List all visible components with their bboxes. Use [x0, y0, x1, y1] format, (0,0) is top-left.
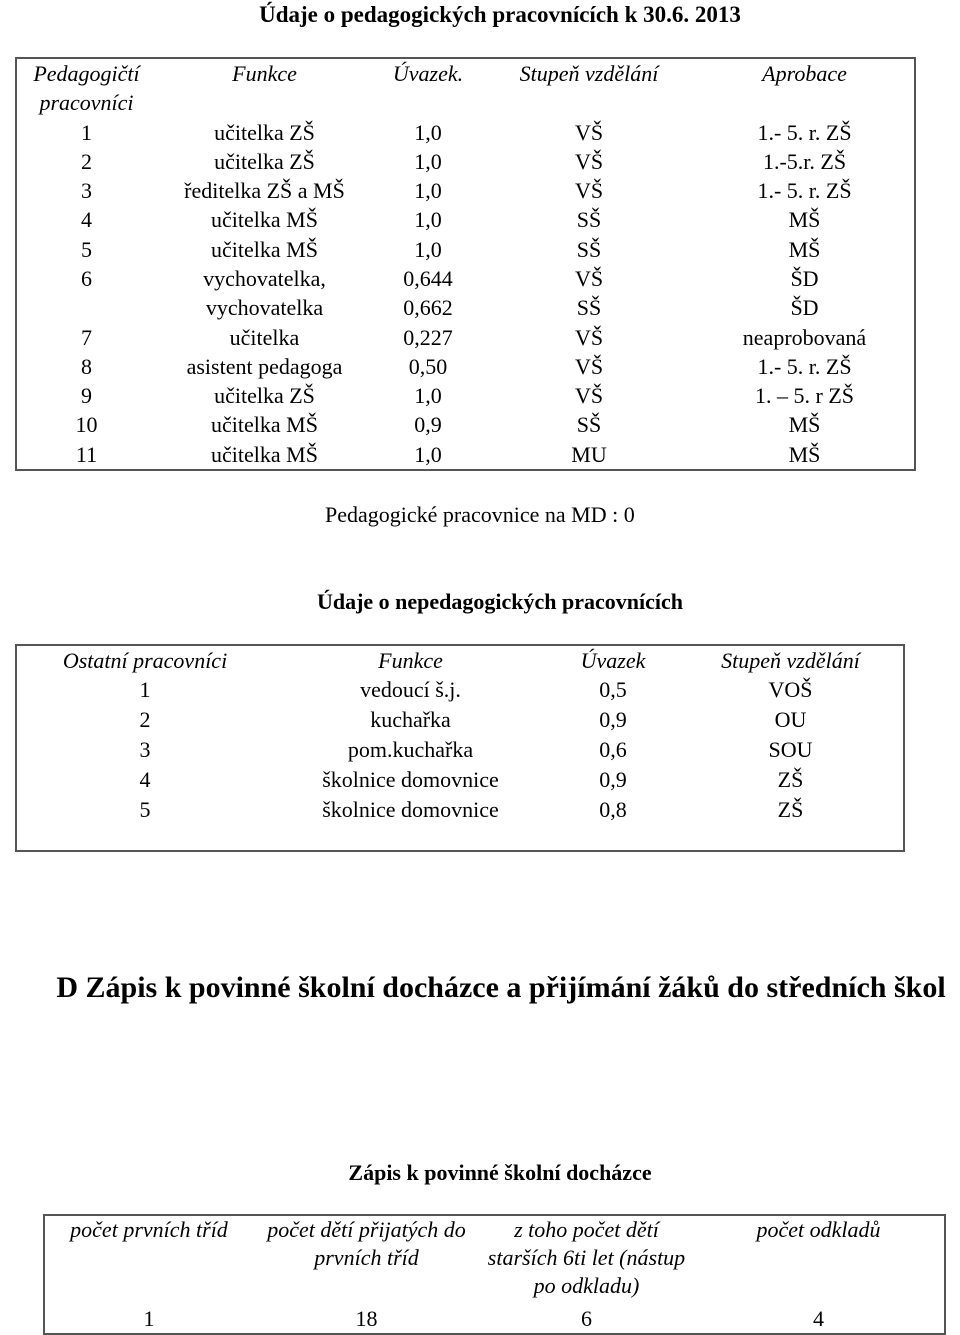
col-header-workload: Úvazek	[580, 648, 646, 673]
table-row	[16, 795, 904, 825]
table-header-row	[44, 1215, 945, 1305]
table-cell: ZŠ	[777, 767, 804, 792]
table-cell: MŠ	[788, 441, 821, 467]
table-cell: 9	[81, 383, 92, 409]
table-cell: MŠ	[788, 207, 821, 233]
table-cell: učitelka MŠ	[211, 236, 318, 262]
table-cell: učitelka ZŠ	[214, 383, 315, 409]
table-cell: 1,0	[414, 119, 442, 145]
col-header-education: Stupeň vzdělání	[721, 648, 860, 673]
table-cell: SŠ	[576, 207, 602, 233]
table-cell: 3	[81, 178, 92, 204]
table-cell: 1.- 5. r. ZŠ	[757, 178, 852, 204]
table-row	[16, 381, 915, 410]
table-cell: VŠ	[574, 178, 604, 204]
table-cell: 1.-5.r. ZŠ	[762, 148, 847, 174]
enrolment-title: Zápis k povinné školní docházce	[348, 1160, 652, 1185]
table-row	[16, 440, 915, 470]
table-row	[44, 1305, 945, 1334]
table-cell: 0,50	[408, 353, 448, 379]
table-row	[16, 176, 915, 205]
table-cell: 1	[143, 1306, 155, 1331]
table-cell: 0,9	[414, 412, 442, 438]
table-cell: vychovatelka	[205, 295, 324, 321]
table-cell	[16, 825, 904, 851]
table-cell: 0,227	[403, 324, 453, 350]
table-row	[16, 293, 915, 322]
table-cell: 0,8	[599, 797, 627, 822]
table-cell: SŠ	[576, 295, 602, 321]
table-cell: 4	[81, 207, 92, 233]
table-row	[16, 264, 915, 293]
table-cell: 2	[81, 148, 92, 174]
section-d-title: D Zápis k povinné školní docházce a přijímání žáků do středních škol	[56, 971, 946, 1004]
table-cell: VŠ	[574, 265, 604, 291]
col-header-qualification: Aprobace	[762, 61, 847, 86]
table-cell: ZŠ	[777, 797, 804, 822]
table-cell: 18	[355, 1306, 378, 1331]
table-cell: ředitelka ZŠ a MŠ	[184, 178, 345, 204]
table-cell	[16, 293, 156, 322]
table-cell: vedoucí š.j.	[360, 677, 461, 702]
table-cell: učitelka	[229, 324, 300, 350]
table-row	[16, 675, 904, 705]
table-cell: 5	[139, 797, 151, 822]
table-cell: 1,0	[414, 207, 442, 233]
table-row	[16, 323, 915, 352]
table-cell: 0,9	[599, 767, 627, 792]
table-cell: 1	[139, 677, 151, 702]
table-row	[16, 765, 904, 795]
table-row	[16, 705, 904, 735]
table-cell: 5	[81, 236, 92, 262]
table-cell: kuchařka	[370, 707, 451, 732]
col-header-older-children: z toho počet dětí starších 6ti let (nástup po odkladu)	[487, 1217, 686, 1298]
table-cell: 1,0	[414, 148, 442, 174]
table-cell: MŠ	[788, 412, 821, 438]
table-cell: ŠD	[790, 265, 819, 291]
table-row	[16, 147, 915, 176]
col-header-education: Stupeň vzdělání	[519, 61, 659, 86]
staff-title: Údaje o pedagogických pracovnících k 30.6. 2013	[259, 2, 741, 27]
table-row	[16, 735, 904, 765]
table-cell: neaprobovaná	[742, 324, 867, 350]
table-header-row	[16, 645, 904, 675]
col-header-workload: Úvazek.	[392, 61, 464, 86]
table-row	[16, 352, 915, 381]
table-cell: 1.- 5. r. ZŠ	[757, 353, 852, 379]
table-cell: VŠ	[574, 353, 604, 379]
table-cell: 6	[81, 265, 92, 291]
table-cell: 8	[81, 353, 92, 379]
table-row	[16, 410, 915, 439]
table-cell: MŠ	[788, 236, 821, 262]
table-cell: 11	[75, 441, 98, 467]
nonpedagogical-staff-table	[15, 644, 905, 852]
table-cell: učitelka MŠ	[211, 441, 318, 467]
col-header-children-admitted: počet dětí přijatých do prvních tříd	[267, 1217, 466, 1270]
table-cell: VŠ	[574, 119, 604, 145]
table-cell: 0,5	[599, 677, 627, 702]
table-cell: pom.kuchařka	[347, 737, 474, 762]
table-cell: učitelka ZŠ	[214, 148, 315, 174]
table-cell: 10	[75, 412, 98, 438]
maternity-leave-note: Pedagogické pracovnice na MD : 0	[325, 502, 635, 527]
table-cell: 7	[81, 324, 92, 350]
table-cell: 1	[81, 119, 92, 145]
table-cell: 0,6	[599, 737, 627, 762]
col-header-other-staff: Ostatní pracovníci	[62, 648, 228, 673]
col-header-function: Funkce	[378, 648, 443, 673]
table-cell: 2	[139, 707, 151, 732]
table-cell: 1.- 5. r. ZŠ	[757, 119, 852, 145]
col-header-first-classes: počet prvních tříd	[70, 1217, 228, 1242]
table-cell: VŠ	[574, 148, 604, 174]
table-cell: 0,644	[403, 265, 453, 291]
table-cell: SŠ	[576, 236, 602, 262]
table-cell: školnice domovnice	[322, 797, 499, 822]
col-header-deferrals: počet odkladů	[756, 1217, 881, 1242]
table-cell: VOŠ	[768, 677, 813, 702]
table-cell: ŠD	[790, 295, 819, 321]
table-cell: 1,0	[414, 441, 442, 467]
table-cell: školnice domovnice	[322, 767, 499, 792]
table-cell: 1,0	[414, 178, 442, 204]
table-cell: učitelka MŠ	[211, 207, 318, 233]
table-row	[16, 205, 915, 234]
table-cell: učitelka MŠ	[211, 412, 318, 438]
table-cell: 4	[139, 767, 151, 792]
table-cell: 1,0	[414, 236, 442, 262]
table-cell: 3	[139, 737, 151, 762]
table-row	[16, 235, 915, 264]
pedagogical-staff-table	[15, 57, 916, 471]
table-cell: VŠ	[574, 383, 604, 409]
table-row	[16, 118, 915, 147]
table-cell: SOU	[768, 737, 813, 762]
table-cell: 0,9	[599, 707, 627, 732]
table-cell: 1. – 5. r ZŠ	[755, 383, 854, 409]
table-cell: VŠ	[574, 324, 604, 350]
table-cell: vychovatelka,	[203, 265, 326, 291]
table-cell: učitelka ZŠ	[214, 119, 315, 145]
table-header-row	[16, 58, 915, 118]
col-header-staff: Pedagogičtí pracovníci	[33, 61, 140, 115]
table-cell: 1,0	[414, 383, 442, 409]
table-cell: MU	[571, 441, 607, 467]
table-cell: OU	[774, 707, 807, 732]
table-cell: 6	[581, 1306, 592, 1331]
empty-row	[16, 825, 904, 851]
enrolment-table	[43, 1214, 946, 1335]
col-header-function: Funkce	[232, 61, 297, 86]
table-cell: SŠ	[576, 412, 602, 438]
table-cell: 4	[813, 1306, 824, 1331]
nonped-title: Údaje o nepedagogických pracovnících	[316, 589, 684, 614]
table-cell: 0,662	[403, 295, 453, 321]
table-cell: asistent pedagoga	[186, 353, 343, 379]
